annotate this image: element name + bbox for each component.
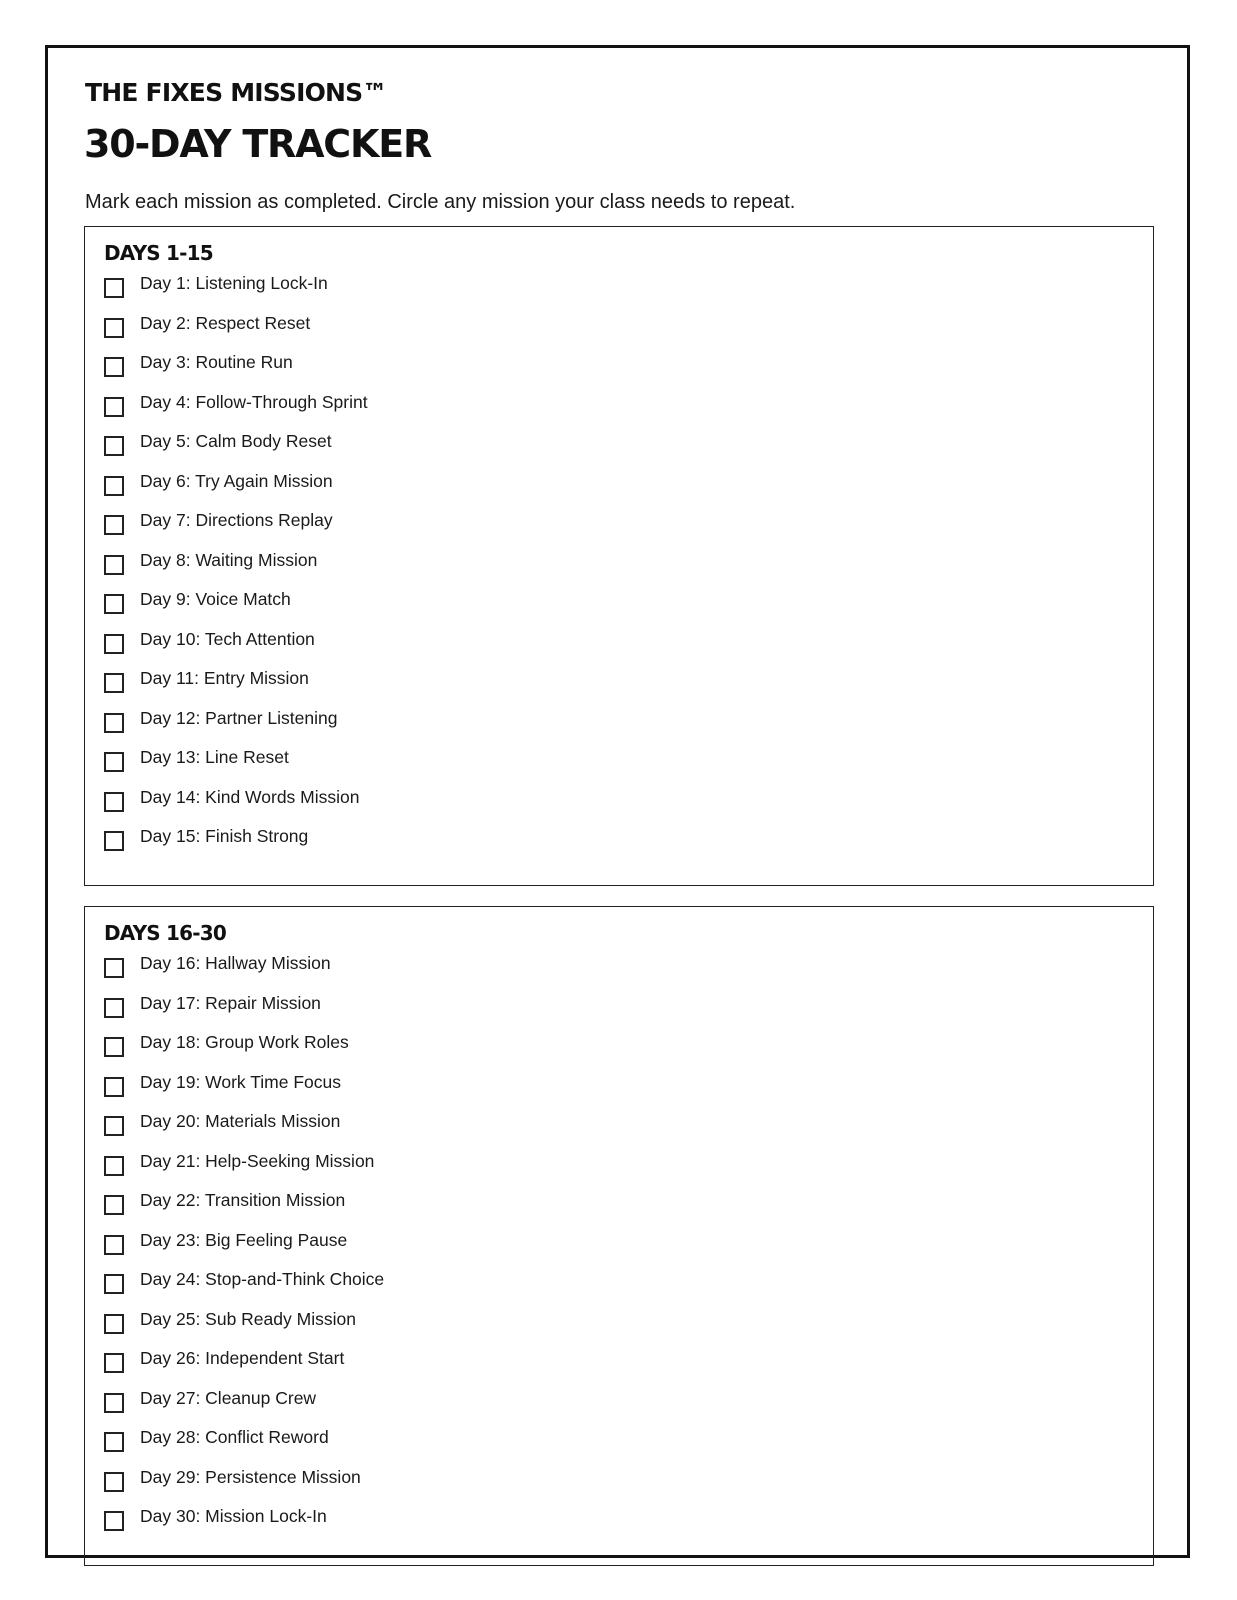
page-title: 30-DAY TRACKER bbox=[84, 122, 432, 166]
days-16-30-section bbox=[84, 906, 1154, 1566]
mission-item[interactable] bbox=[104, 273, 368, 313]
checkbox[interactable] bbox=[104, 1314, 124, 1334]
mission-item[interactable] bbox=[104, 1151, 384, 1191]
mission-label: Day 13: Line Reset bbox=[140, 747, 289, 767]
mission-label: Day 28: Conflict Reword bbox=[140, 1427, 329, 1447]
mission-label: Day 21: Help-Seeking Mission bbox=[140, 1150, 375, 1171]
checkbox[interactable] bbox=[104, 436, 124, 456]
section-heading: DAYS 16-30 bbox=[104, 921, 226, 945]
checkbox[interactable] bbox=[104, 397, 124, 417]
mission-label: Day 18: Group Work Roles bbox=[140, 1032, 349, 1052]
mission-label: Day 29: Persistence Mission bbox=[140, 1466, 361, 1487]
checkbox[interactable] bbox=[104, 1472, 124, 1492]
checkbox[interactable] bbox=[104, 1511, 124, 1531]
checkbox[interactable] bbox=[104, 1116, 124, 1136]
mission-item[interactable] bbox=[104, 1072, 384, 1112]
mission-item[interactable] bbox=[104, 510, 368, 550]
mission-label: Day 2: Respect Reset bbox=[140, 312, 311, 333]
mission-label: Day 15: Finish Strong bbox=[140, 826, 309, 846]
checkbox[interactable] bbox=[104, 594, 124, 614]
checkbox[interactable] bbox=[104, 713, 124, 733]
section-heading: DAYS 1-15 bbox=[104, 241, 213, 265]
mission-item[interactable] bbox=[104, 431, 368, 471]
mission-label: Day 3: Routine Run bbox=[140, 352, 293, 372]
checkbox[interactable] bbox=[104, 476, 124, 496]
checkbox[interactable] bbox=[104, 634, 124, 654]
checkbox[interactable] bbox=[104, 1037, 124, 1057]
mission-item[interactable] bbox=[104, 313, 368, 353]
mission-label: Day 9: Voice Match bbox=[140, 589, 291, 609]
mission-label: Day 4: Follow-Through Sprint bbox=[140, 391, 368, 412]
checkbox[interactable] bbox=[104, 1274, 124, 1294]
mission-item[interactable] bbox=[104, 629, 368, 669]
checkbox[interactable] bbox=[104, 831, 124, 851]
mission-label: Day 17: Repair Mission bbox=[140, 992, 321, 1013]
mission-label: Day 26: Independent Start bbox=[140, 1348, 345, 1368]
mission-label: Day 30: Mission Lock-In bbox=[140, 1506, 327, 1526]
checkbox[interactable] bbox=[104, 1077, 124, 1097]
checkbox[interactable] bbox=[104, 673, 124, 693]
mission-label: Day 19: Work Time Focus bbox=[140, 1071, 341, 1092]
mission-item[interactable] bbox=[104, 953, 384, 993]
checkbox[interactable] bbox=[104, 1156, 124, 1176]
mission-item[interactable] bbox=[104, 787, 368, 827]
checkbox[interactable] bbox=[104, 278, 124, 298]
mission-item[interactable] bbox=[104, 1230, 384, 1270]
days-1-15-section bbox=[84, 226, 1154, 886]
mission-label: Day 10: Tech Attention bbox=[140, 628, 315, 649]
mission-item[interactable] bbox=[104, 1032, 384, 1072]
mission-label: Day 23: Big Feeling Pause bbox=[140, 1229, 348, 1250]
mission-item[interactable] bbox=[104, 993, 384, 1033]
mission-label: Day 8: Waiting Mission bbox=[140, 549, 318, 570]
checkbox[interactable] bbox=[104, 357, 124, 377]
mission-list bbox=[104, 953, 384, 1546]
checkbox[interactable] bbox=[104, 752, 124, 772]
checkbox[interactable] bbox=[104, 1195, 124, 1215]
mission-item[interactable] bbox=[104, 708, 368, 748]
mission-item[interactable] bbox=[104, 668, 368, 708]
checkbox[interactable] bbox=[104, 998, 124, 1018]
mission-label: Day 12: Partner Listening bbox=[140, 707, 338, 728]
mission-item[interactable] bbox=[104, 1506, 384, 1546]
mission-label: Day 14: Kind Words Mission bbox=[140, 786, 360, 807]
instructions-text: Mark each mission as completed. Circle any mission your class needs to repeat. bbox=[85, 191, 796, 213]
checkbox[interactable] bbox=[104, 318, 124, 338]
checkbox[interactable] bbox=[104, 958, 124, 978]
mission-item[interactable] bbox=[104, 826, 368, 866]
mission-list bbox=[104, 273, 368, 866]
checkbox[interactable] bbox=[104, 792, 124, 812]
checkbox[interactable] bbox=[104, 1432, 124, 1452]
mission-item[interactable] bbox=[104, 550, 368, 590]
checkbox[interactable] bbox=[104, 1235, 124, 1255]
mission-item[interactable] bbox=[104, 1427, 384, 1467]
mission-label: Day 25: Sub Ready Mission bbox=[140, 1308, 356, 1329]
mission-item[interactable] bbox=[104, 747, 368, 787]
checkbox[interactable] bbox=[104, 1393, 124, 1413]
mission-item[interactable] bbox=[104, 352, 368, 392]
mission-label: Day 20: Materials Mission bbox=[140, 1111, 341, 1131]
mission-item[interactable] bbox=[104, 1309, 384, 1349]
mission-label: Day 7: Directions Replay bbox=[140, 510, 333, 530]
mission-item[interactable] bbox=[104, 1467, 384, 1507]
checkbox[interactable] bbox=[104, 1353, 124, 1373]
mission-label: Day 11: Entry Mission bbox=[140, 668, 309, 688]
mission-item[interactable] bbox=[104, 1269, 384, 1309]
mission-label: Day 22: Transition Mission bbox=[140, 1190, 346, 1210]
checkbox[interactable] bbox=[104, 515, 124, 535]
mission-label: Day 24: Stop-and-Think Choice bbox=[140, 1269, 385, 1289]
mission-item[interactable] bbox=[104, 589, 368, 629]
mission-label: Day 16: Hallway Mission bbox=[140, 953, 331, 973]
mission-label: Day 6: Try Again Mission bbox=[140, 470, 333, 491]
mission-item[interactable] bbox=[104, 1388, 384, 1428]
mission-label: Day 27: Cleanup Crew bbox=[140, 1387, 317, 1408]
checkbox[interactable] bbox=[104, 555, 124, 575]
mission-item[interactable] bbox=[104, 1190, 384, 1230]
mission-item[interactable] bbox=[104, 1348, 384, 1388]
mission-item[interactable] bbox=[104, 471, 368, 511]
mission-label: Day 1: Listening Lock-In bbox=[140, 273, 328, 293]
mission-item[interactable] bbox=[104, 392, 368, 432]
brand-name: THE FIXES MISSIONS™ bbox=[85, 78, 387, 107]
mission-item[interactable] bbox=[104, 1111, 384, 1151]
mission-label: Day 5: Calm Body Reset bbox=[140, 431, 332, 451]
